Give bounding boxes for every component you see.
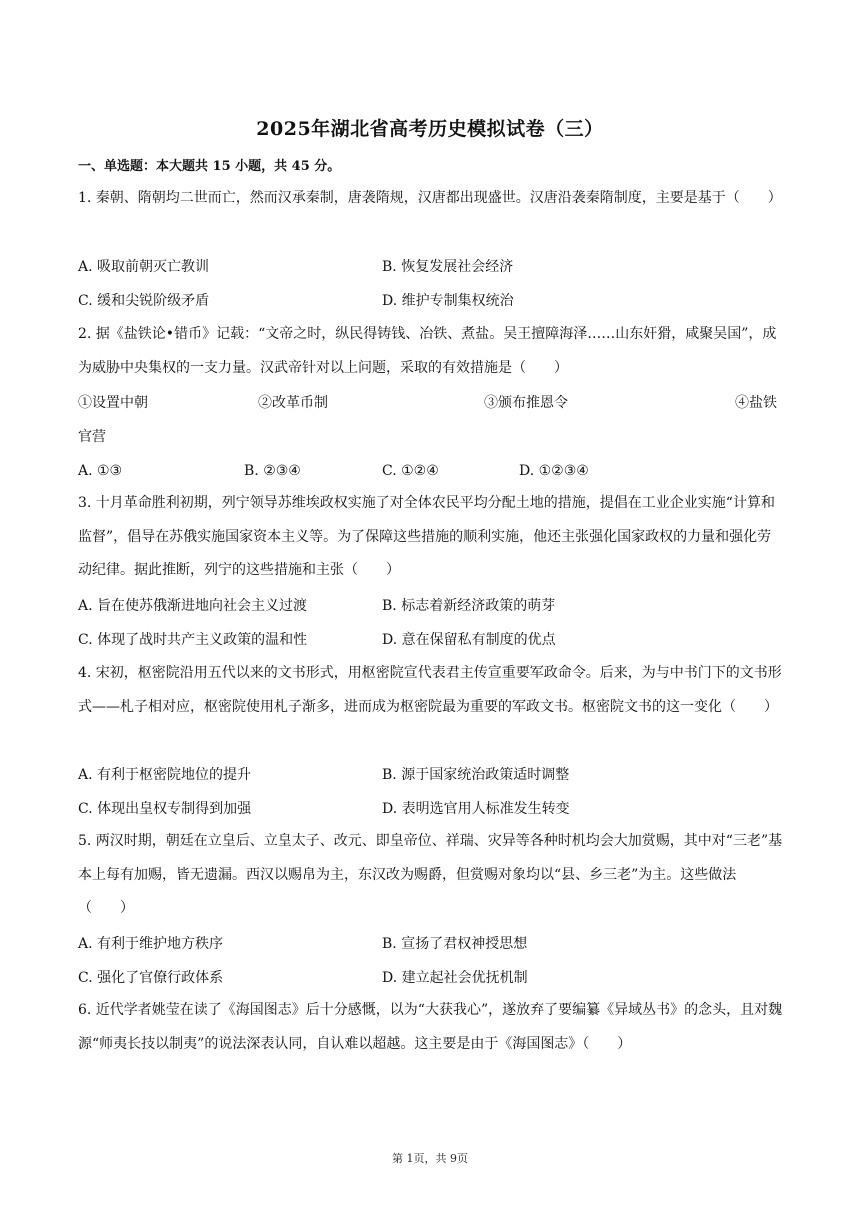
question-1-option-c: C. 缓和尖锐阶级矛盾	[78, 293, 210, 309]
question-3-option-a: A. 旨在使苏俄渐进地向社会主义过渡	[78, 598, 308, 614]
question-3-stem: 3. 十月革命胜利初期，列宁领导苏维埃政权实施了对全体农民平均分配土地的措施，提倡在工业企业实施“计算和监督”，倡导在苏俄实施国家资本主义等。为了保障这些措施的顺利实施，他还主张强化国家政权的力量和强化劳动纪律。据此推断，列宁的这些措施和主张（ ）	[78, 495, 775, 578]
question-2-item-4: ④盐铁	[735, 395, 777, 411]
question-1-stem: 1. 秦朝、隋朝均二世而亡，然而汉承秦制，唐袭隋规，汉唐都出现盛世。汉唐沿袭秦隋制度，主要是基于（ ）	[78, 190, 782, 206]
question-2-item-3: ③颁布推恩令	[484, 395, 568, 411]
question-2-option-d: D. ①②③④	[519, 463, 589, 479]
question-4-stem: 4. 宋初，枢密院沿用五代以来的文书形式，用枢密院宣代表君主传宣重要军政命令。后来，为与中书门下的文书形式——札子相对应，枢密院使用札子渐多，进而成为枢密院最为重要的军政文书。枢密院文书的这一变化（ ）	[78, 665, 782, 715]
question-5-option-a: A. 有利于维护地方秩序	[78, 936, 224, 952]
question-2-item-2: ②改革币制	[258, 395, 328, 411]
question-3-option-b: B. 标志着新经济政策的萌芽	[382, 598, 556, 614]
page-footer: 第 1页，共 9页	[392, 1152, 468, 1165]
question-5-option-c: C. 强化了官僚行政体系	[78, 970, 224, 986]
question-1-option-d: D. 维护专制集权统治	[382, 293, 514, 309]
question-5-option-b: B. 宣扬了君权神授思想	[382, 936, 528, 952]
question-2-item-1: ①设置中朝	[78, 395, 148, 411]
question-4-option-b: B. 源于国家统治政策适时调整	[382, 767, 570, 783]
question-2-stem: 2. 据《盐铁论•错币》记载：“文帝之时，纵民得铸钱、冶铁、煮盐。吴王擅障海泽……山东奸猾，咸聚吴国”，成为威胁中央集权的一支力量。汉武帝针对以上问题，采取的有效措施是（ ）	[78, 326, 777, 376]
question-2-item-4-continued: 官营	[78, 429, 106, 445]
question-2-option-a: A. ①③	[78, 463, 123, 479]
question-2-option-b: B. ②③④	[244, 463, 301, 479]
question-1-option-a: A. 吸取前朝灭亡教训	[78, 259, 210, 275]
question-2-option-c: C. ①②④	[382, 463, 439, 479]
question-1-option-b: B. 恢复发展社会经济	[382, 259, 514, 275]
question-4-option-d: D. 表明选官用人标准发生转变	[382, 801, 570, 817]
question-5-option-d: D. 建立起社会优抚机制	[382, 970, 528, 986]
question-4-option-a: A. 有利于枢密院地位的提升	[78, 767, 252, 783]
exam-title: 2025年湖北省高考历史模拟试卷（三）	[256, 118, 604, 140]
question-3-option-c: C. 体现了战时共产主义政策的温和性	[78, 632, 308, 648]
section-heading: 一、单选题：本大题共 15 小题，共 45 分。	[78, 159, 341, 174]
question-3-option-d: D. 意在保留私有制度的优点	[382, 632, 556, 648]
question-6-stem: 6. 近代学者姚莹在读了《海国图志》后十分感慨，以为“大获我心”，遂放弃了要编纂《异域丛书》的念头，且对魏源“师夷长技以制夷”的说法深表认同，自认难以超越。这主要是由于《海国图志》（ ）	[78, 1002, 783, 1052]
question-4-option-c: C. 体现出皇权专制得到加强	[78, 801, 252, 817]
question-5-stem: 5. 两汉时期，朝廷在立皇后、立皇太子、改元、即皇帝位、祥瑞、灾异等各种时机均会大加赏赐，其中对“三老”基本上每有加赐，皆无遗漏。西汉以赐帛为主，东汉改为赐爵，但赏赐对象均以“县、乡三老”为主。这些做法（ ）	[78, 833, 783, 916]
